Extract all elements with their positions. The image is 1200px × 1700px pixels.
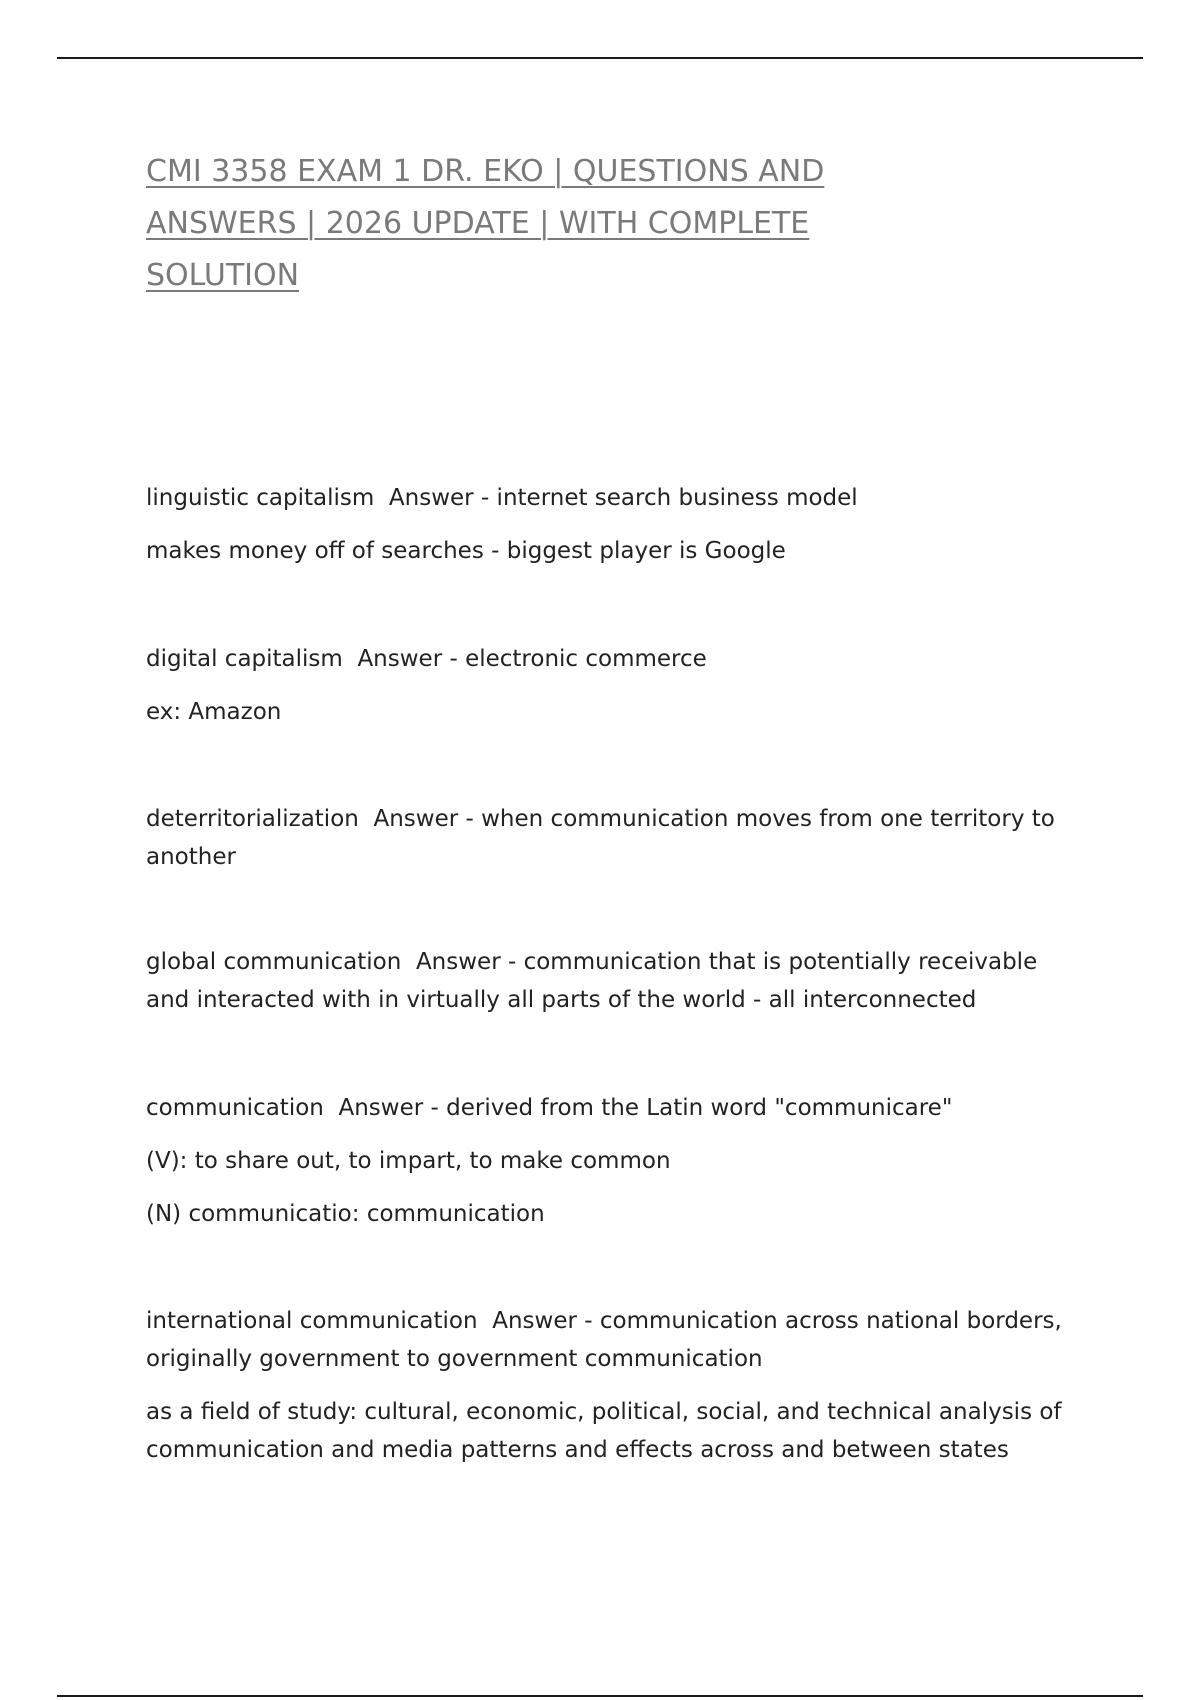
qa-entry-international-communication <box>146 1302 1076 1469</box>
qa-question <box>146 943 1076 1019</box>
qa-entry-communication <box>146 1089 1076 1233</box>
document-title <box>146 146 926 302</box>
qa-note: makes money off of searches - biggest player is Google <box>146 538 786 564</box>
qa-note: as a field of study: cultural, economic, political, social, and technical analysis of communication and media patterns and effects across and between states <box>146 1399 1062 1463</box>
qa-entry-linguistic-capitalism <box>146 479 1076 570</box>
qa-question <box>146 1302 1076 1378</box>
qa-question <box>146 1089 1076 1127</box>
qa-answer: Answer - when communication moves from one territory to another <box>146 806 1055 870</box>
qa-entry-digital-capitalism <box>146 640 1076 731</box>
qa-entry-global-communication <box>146 943 1076 1019</box>
qa-term: international communication <box>146 1308 478 1334</box>
qa-note: (N) communicatio: communication <box>146 1201 545 1227</box>
qa-question <box>146 479 1076 517</box>
document-title-text: CMI 3358 EXAM 1 DR. EKO | QUESTIONS AND ANSWERS | 2026 UPDATE | WITH COMPLETE SOLUTION <box>146 154 825 293</box>
qa-answer: Answer - derived from the Latin word "communicare" <box>338 1095 953 1121</box>
qa-entry-deterritorialization <box>146 800 1076 876</box>
qa-term: global communication <box>146 949 402 975</box>
top-rule <box>57 57 1143 59</box>
qa-term: deterritorialization <box>146 806 359 832</box>
qa-question <box>146 800 1076 876</box>
qa-note: ex: Amazon <box>146 699 282 725</box>
qa-answer: Answer - electronic commerce <box>357 646 707 672</box>
qa-term: communication <box>146 1095 324 1121</box>
qa-answer: Answer - communication that is potentially receivable and interacted with in virtually all parts of the world - all interconnected <box>146 949 1038 1013</box>
qa-answer: Answer - internet search business model <box>388 485 858 511</box>
qa-term: linguistic capitalism <box>146 485 375 511</box>
qa-note: (V): to share out, to impart, to make common <box>146 1148 671 1174</box>
qa-term: digital capitalism <box>146 646 343 672</box>
qa-answer: Answer - communication across national borders, originally government to government communication <box>146 1308 1062 1372</box>
bottom-rule <box>57 1695 1143 1697</box>
qa-question <box>146 640 1076 678</box>
